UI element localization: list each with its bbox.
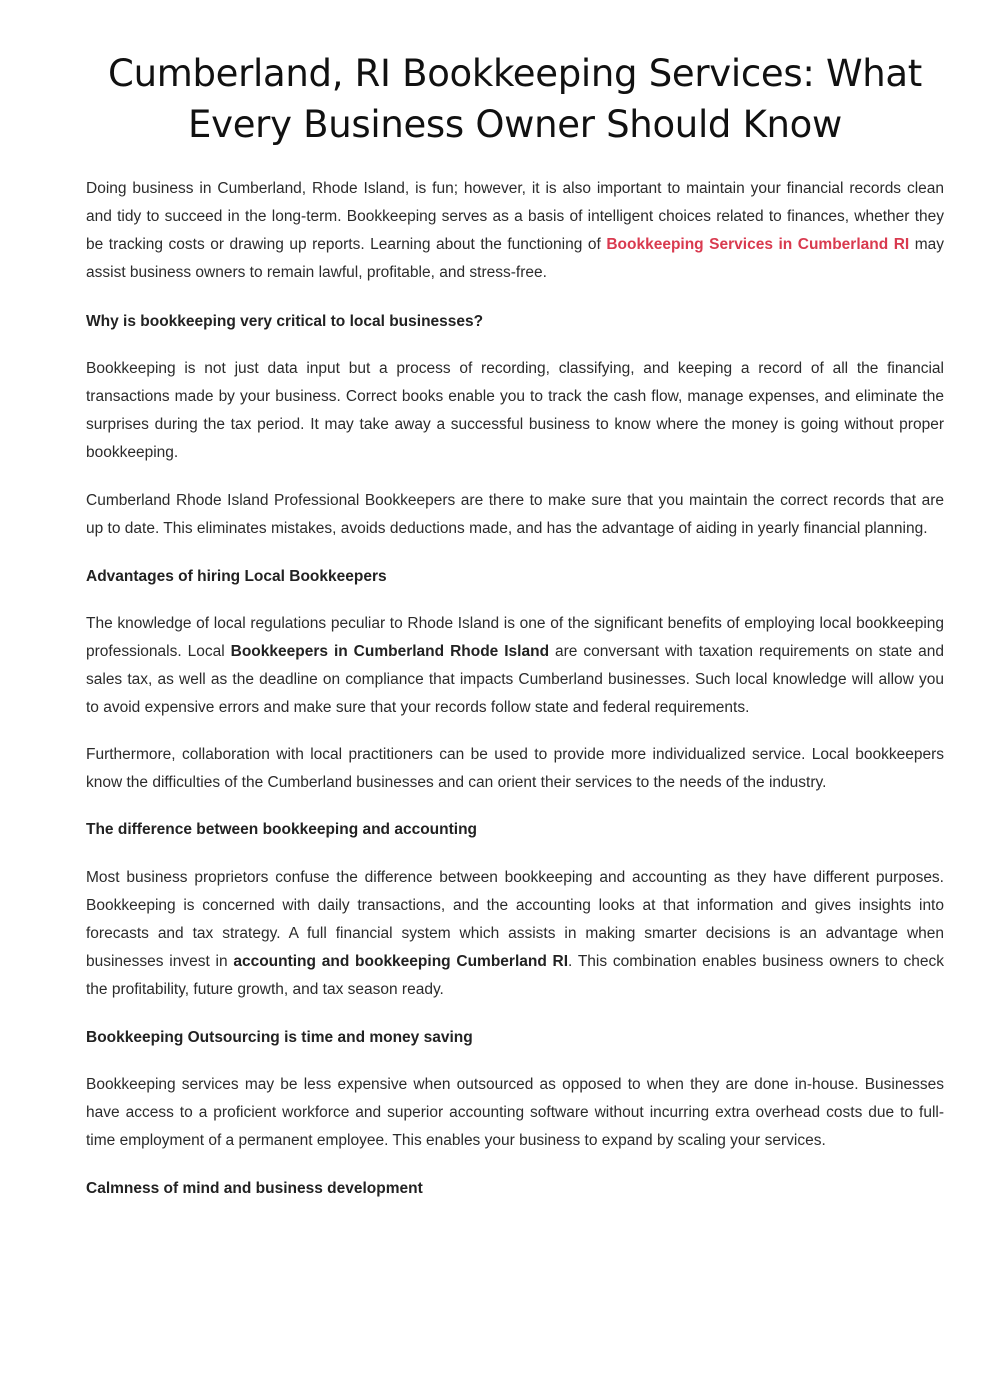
accounting-bookkeeping-emphasis: accounting and bookkeeping Cumberland RI	[233, 953, 569, 970]
local-regulations-text-before: The knowledge of local regulations peculiar to Rhode Island is one of the significant benefits of employing local bookkeeping professionals. Local	[86, 615, 944, 660]
section-heading-local-bookkeepers: Advantages of hiring Local Bookkeepers	[86, 568, 387, 585]
paragraph-professional-bookkeepers: Cumberland Rhode Island Professional Bookkeepers are there to make sure that you maintain the correct records that are up to date. This eliminates mistakes, avoids deductions made, and has the advantage of aiding in yearly financial planning.	[86, 492, 944, 537]
accounting-text-after: . This combination enables business owners to check the profitability, future growth, and tax season ready.	[86, 953, 944, 998]
accounting-text-before: Most business proprietors confuse the difference between bookkeeping and accounting as they have different purposes. Bookkeeping is concerned with daily transactions, and the accounting looks at that information and gives insights into forecasts and tax strategy. A full financial system which assists in making smarter decisions is an advantage when businesses invest in	[86, 869, 944, 970]
section-heading-bookkeeping-vs-accounting: The difference between bookkeeping and accounting	[86, 821, 478, 838]
section-heading-why-bookkeeping: Why is bookkeeping very critical to local businesses?	[86, 313, 484, 330]
intro-text-after: may assist business owners to remain lawful, profitable, and stress-free.	[86, 236, 945, 281]
intro-paragraph	[86, 175, 944, 287]
bookkeeping-services-link[interactable]: Bookkeeping Services in Cumberland RI	[606, 236, 910, 253]
section-heading-outsourcing: Bookkeeping Outsourcing is time and money saving	[86, 1029, 473, 1046]
paragraph-bookkeeping-definition: Bookkeeping is not just data input but a process of recording, classifying, and keeping a record of all the financial transactions made by your business. Correct books enable you to track the cash flow, manage expenses, and eliminate the surprises during the tax period. It may take away a successful business to know where the money is going without proper bookkeeping.	[86, 360, 944, 461]
article	[86, 0, 944, 1203]
paragraph-local-regulations	[86, 610, 944, 722]
section-heading-calmness: Calmness of mind and business development	[86, 1180, 423, 1197]
paragraph-individualized-service: Furthermore, collaboration with local practitioners can be used to provide more individualized service. Local bookkeepers know the difficulties of the Cumberland businesses and can orient their services to the needs of the industry.	[86, 746, 944, 791]
paragraph-bookkeeping-vs-accounting	[86, 864, 944, 1004]
local-regulations-text-after: are conversant with taxation requirements on state and sales tax, as well as the deadline on compliance that impacts Cumberland businesses. Such local knowledge will allow you to avoid expensive errors and make sure that your records follow state and federal requirements.	[86, 643, 944, 716]
bookkeepers-cumberland-emphasis: Bookkeepers in Cumberland Rhode Island	[230, 643, 550, 660]
page-title: Cumberland, RI Bookkeeping Services: What Every Business Owner Should Know	[108, 52, 922, 146]
paragraph-outsourcing: Bookkeeping services may be less expensive when outsourced as opposed to when they are done in-house. Businesses have access to a proficient workforce and superior accounting software without incurring extra overhead costs due to full-time employment of a permanent employee. This enables your business to expand by scaling your services.	[86, 1076, 944, 1149]
intro-text-before: Doing business in Cumberland, Rhode Island, is fun; however, it is also important to maintain your financial records clean and tidy to succeed in the long-term. Bookkeeping serves as a basis of intelligent choices related to finances, whether they be tracking costs or drawing up reports. Learning about the functioning of	[86, 180, 944, 253]
